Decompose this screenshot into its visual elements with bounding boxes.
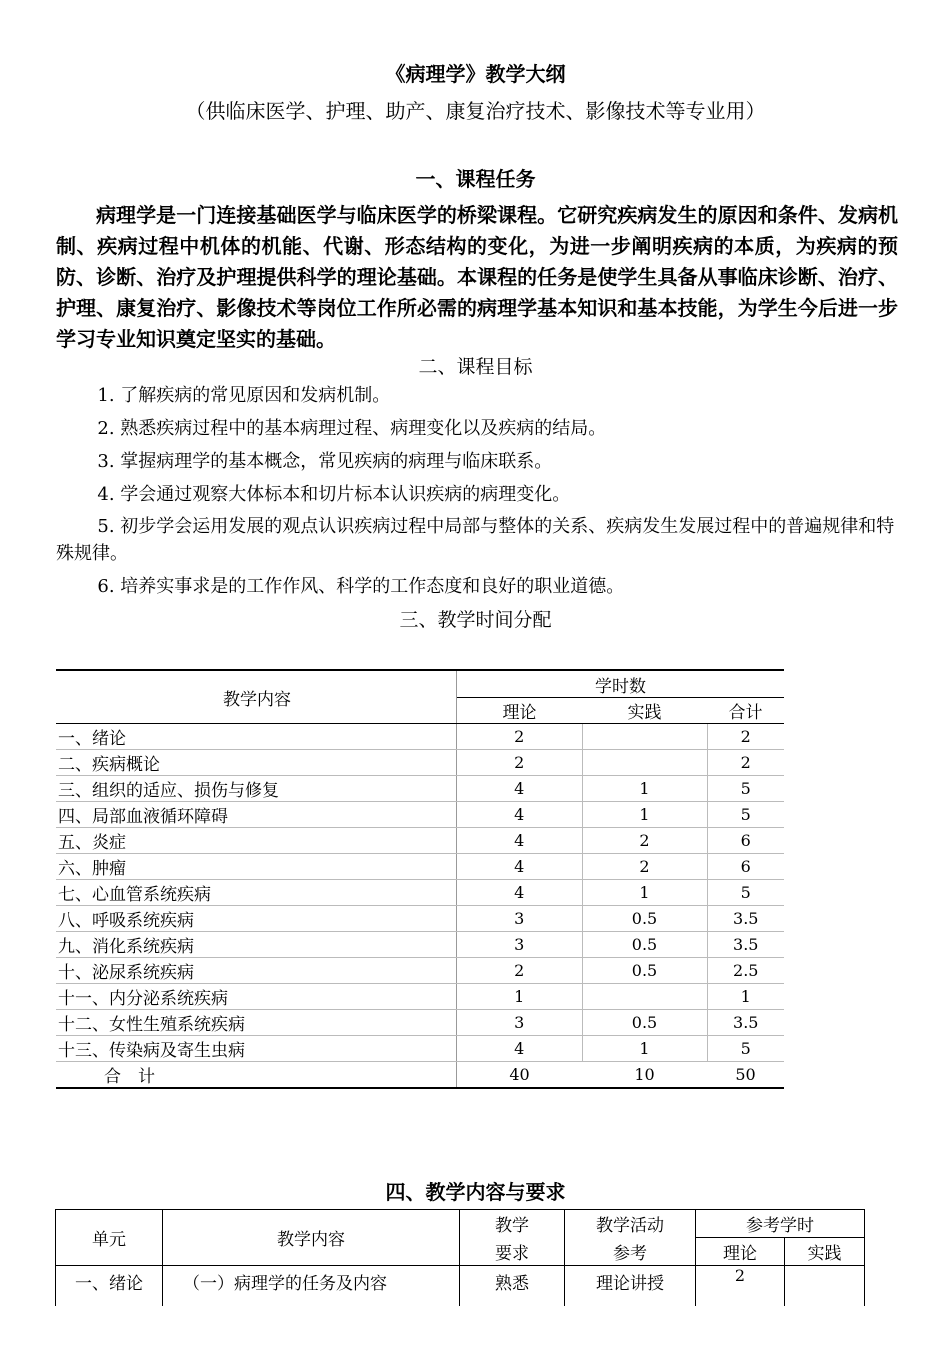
table-row [56, 932, 784, 958]
row-content-cell: 十二、女性生殖系统疾病 [56, 1010, 457, 1036]
table-row [56, 1036, 784, 1062]
row-content-cell: 六、肿瘤 [56, 854, 457, 880]
row-content-cell: 二、疾病概论 [56, 750, 457, 776]
row-theory-cell: 2 [457, 750, 583, 776]
document-title: 《病理学》教学大纲 [385, 62, 566, 86]
row-total-cell: 6 [707, 828, 784, 854]
row-total-cell: 3.5 [707, 1010, 784, 1036]
time-allocation-table [56, 669, 784, 1089]
row-theory-cell: 4 [457, 880, 583, 906]
col-practice-header: 实践 [582, 698, 707, 724]
theory-hours-cell: 2 [696, 1266, 785, 1307]
row-theory-cell: 4 [457, 802, 583, 828]
row-theory-cell: 4 [457, 1036, 583, 1062]
col-theory-header: 理论 [457, 698, 583, 724]
document-subtitle: （供临床医学、护理、助产、康复治疗技术、影像技术等专业用） [185, 99, 766, 123]
row-content-cell: 十、泌尿系统疾病 [56, 958, 457, 984]
table-row [56, 802, 784, 828]
row-total-cell: 2.5 [707, 958, 784, 984]
row-practice-cell: 2 [582, 828, 707, 854]
practice-hours-cell [785, 1266, 865, 1307]
row-practice-cell: 2 [582, 854, 707, 880]
total-practice: 10 [634, 1065, 655, 1084]
total-theory: 40 [509, 1065, 530, 1084]
table-row [56, 958, 784, 984]
table-row [56, 828, 784, 854]
row-total-cell: 3.5 [707, 906, 784, 932]
section-3-heading: 三、教学时间分配 [399, 609, 552, 631]
row-total-cell: 2 [707, 750, 784, 776]
table-row [56, 750, 784, 776]
row-total-cell: 5 [707, 880, 784, 906]
col-requirement-header-line2: 要求 [460, 1238, 565, 1266]
table-row [56, 906, 784, 932]
row-content-cell: 七、心血管系统疾病 [56, 880, 457, 906]
col-content-header: 教学内容 [163, 1210, 460, 1266]
row-theory-cell: 1 [457, 984, 583, 1010]
row-practice-cell: 0.5 [582, 1010, 707, 1036]
row-practice-cell: 0.5 [582, 958, 707, 984]
table-row [56, 724, 784, 750]
total-total: 50 [735, 1065, 756, 1084]
row-content-cell: 一、绪论 [56, 724, 457, 750]
col-unit-header: 单元 [56, 1210, 163, 1266]
row-practice-cell: 1 [582, 880, 707, 906]
requirement-cell: 熟悉 [460, 1266, 565, 1307]
row-content-cell: 三、组织的适应、损伤与修复 [56, 776, 457, 802]
content-requirements-table [55, 1209, 865, 1306]
row-total-cell: 2 [707, 724, 784, 750]
total-row-label: 合 计 [56, 1062, 457, 1089]
table-row [56, 776, 784, 802]
row-theory-cell: 2 [457, 724, 583, 750]
row-content-cell: 十三、传染病及寄生虫病 [56, 1036, 457, 1062]
objective-item-4: 4. 学会通过观察大体标本和切片标本认识疾病的病理变化。 [97, 484, 571, 505]
table-row [56, 854, 784, 880]
row-practice-cell: 1 [582, 776, 707, 802]
objective-item-3: 3. 掌握病理学的基本概念，常见疾病的病理与临床联系。 [97, 451, 553, 472]
row-content-cell: 五、炎症 [56, 828, 457, 854]
table-row [56, 984, 784, 1010]
unit-cell: 一、绪论 [56, 1266, 163, 1307]
row-total-cell: 6 [707, 854, 784, 880]
row-practice-cell [582, 984, 707, 1010]
row-content-cell: 八、呼吸系统疾病 [56, 906, 457, 932]
row-practice-cell: 1 [582, 1036, 707, 1062]
row-theory-cell: 4 [457, 776, 583, 802]
row-practice-cell [582, 750, 707, 776]
row-practice-cell: 1 [582, 802, 707, 828]
table-row [56, 1010, 784, 1036]
row-practice-cell: 0.5 [582, 906, 707, 932]
activity-cell: 理论讲授 [565, 1266, 696, 1307]
col-requirement-header-line1: 教学 [460, 1210, 565, 1238]
content-cell: （一）病理学的任务及内容 [163, 1266, 460, 1307]
col-activity-header-line2: 参考 [565, 1238, 696, 1266]
row-total-cell: 5 [707, 802, 784, 828]
col-total-header: 合计 [707, 698, 784, 724]
row-theory-cell: 3 [457, 906, 583, 932]
col-ref-hours-header: 参考学时 [696, 1210, 865, 1238]
row-content-cell: 九、消化系统疾病 [56, 932, 457, 958]
row-content-cell: 十一、内分泌系统疾病 [56, 984, 457, 1010]
section-4-heading: 四、教学内容与要求 [385, 1180, 566, 1204]
row-theory-cell: 4 [457, 828, 583, 854]
objective-item-1: 1. 了解疾病的常见原因和发病机制。 [97, 385, 391, 406]
row-theory-cell: 4 [457, 854, 583, 880]
row-theory-cell: 3 [457, 932, 583, 958]
col-content-header: 教学内容 [56, 670, 457, 724]
row-theory-cell: 2 [457, 958, 583, 984]
col-practice-header: 实践 [785, 1238, 865, 1266]
row-practice-cell: 0.5 [582, 932, 707, 958]
row-theory-cell: 3 [457, 1010, 583, 1036]
col-hours-header: 学时数 [457, 670, 785, 698]
col-activity-header-line1: 教学活动 [565, 1210, 696, 1238]
section-2-heading: 二、课程目标 [418, 356, 533, 378]
objective-item-5: 5. 初步学会运用发展的观点认识疾病过程中局部与整体的关系、疾病发生发展过程中的普遍规律和特殊规律。 [56, 516, 895, 564]
row-practice-cell [582, 724, 707, 750]
objective-item-6: 6. 培养实事求是的工作作风、科学的工作态度和良好的职业道德。 [97, 576, 625, 597]
section-1-paragraph: 病理学是一门连接基础医学与临床医学的桥梁课程。它研究疾病发生的原因和条件、发病机制、疾病过程中机体的机能、代谢、形态结构的变化，为进一步阐明疾病的本质，为疾病的预防、诊断、治疗及护理提供科学的理论基础。本课程的任务是使学生具备从事临床诊断、治疗、护理、康复治疗、影像技术等岗位工作所必需的病理学基本知识和基本技能，为学生今后进一步学习专业知识奠定坚实的基础。 [56, 203, 898, 351]
section-1-heading: 一、课程任务 [415, 167, 536, 191]
objective-item-2: 2. 熟悉疾病过程中的基本病理过程、病理变化以及疾病的结局。 [97, 418, 607, 439]
table-row [56, 880, 784, 906]
row-content-cell: 四、局部血液循环障碍 [56, 802, 457, 828]
col-theory-header: 理论 [696, 1238, 785, 1266]
row-total-cell: 3.5 [707, 932, 784, 958]
row-total-cell: 5 [707, 776, 784, 802]
row-total-cell: 1 [707, 984, 784, 1010]
row-total-cell: 5 [707, 1036, 784, 1062]
